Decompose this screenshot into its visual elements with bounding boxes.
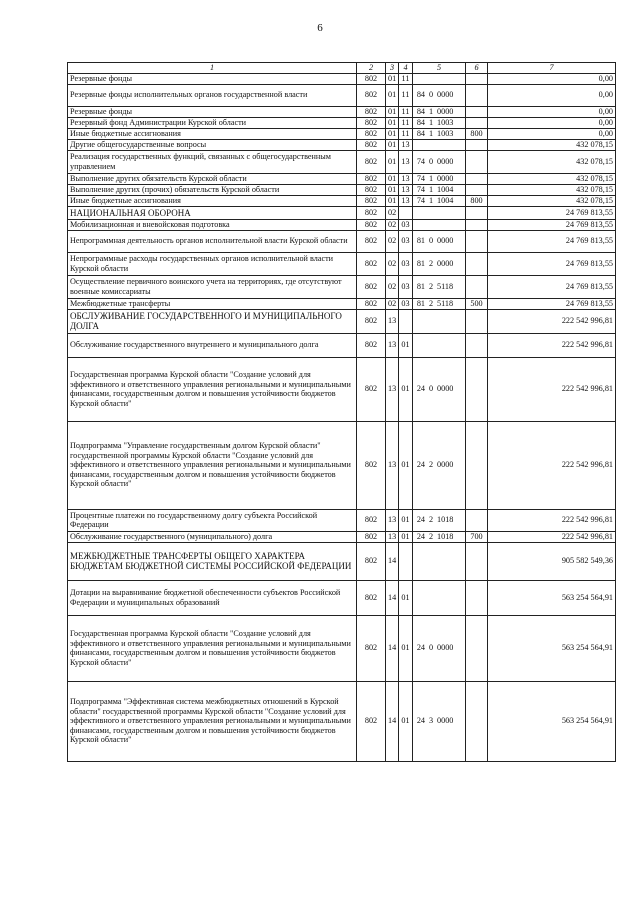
- row-section: 01: [386, 106, 399, 117]
- row-admin-code: 802: [357, 139, 386, 150]
- row-name: Резервный фонд Администрации Курской области: [68, 117, 357, 128]
- table-row: [68, 139, 616, 150]
- row-target-item: [413, 252, 466, 275]
- target-program: 84: [416, 90, 425, 100]
- row-target-item: [413, 509, 466, 531]
- row-subsection: [399, 542, 413, 580]
- row-admin-code: 802: [357, 150, 386, 173]
- row-section: 01: [386, 173, 399, 184]
- table-row: [68, 150, 616, 173]
- table-row: [68, 106, 616, 117]
- row-expense-type: [466, 230, 488, 252]
- row-section: 13: [386, 357, 399, 421]
- row-expense-type: [466, 84, 488, 106]
- target-subprogram: 3: [428, 716, 434, 726]
- row-admin-code: 802: [357, 128, 386, 139]
- header-col-5: 5: [413, 63, 466, 74]
- header-col-1: 1: [68, 63, 357, 74]
- table-row: [68, 309, 616, 333]
- table-row: [68, 84, 616, 106]
- table-header-row: [68, 63, 616, 74]
- row-target-item: [413, 84, 466, 106]
- row-amount: 563 254 564,91: [488, 580, 616, 615]
- row-admin-code: 802: [357, 509, 386, 531]
- table-row: [68, 580, 616, 615]
- table-row: [68, 509, 616, 531]
- row-subsection: 11: [399, 84, 413, 106]
- target-subprogram: 0: [428, 156, 434, 166]
- row-subsection: 01: [399, 615, 413, 681]
- row-amount: 24 769 813,55: [488, 275, 616, 298]
- row-admin-code: 802: [357, 333, 386, 357]
- row-target-item: [413, 195, 466, 206]
- target-program: 81: [416, 258, 425, 268]
- row-admin-code: 802: [357, 275, 386, 298]
- row-target-item: [413, 275, 466, 298]
- row-expense-type: [466, 309, 488, 333]
- row-expense-type: [466, 275, 488, 298]
- row-name: Иные бюджетные ассигнования: [68, 195, 357, 206]
- row-amount: 222 542 996,81: [488, 309, 616, 333]
- row-target-item: [413, 106, 466, 117]
- row-amount: 24 769 813,55: [488, 230, 616, 252]
- row-amount: 24 769 813,55: [488, 206, 616, 219]
- row-subsection: 03: [399, 230, 413, 252]
- target-direction: 5118: [437, 298, 454, 308]
- row-amount: 222 542 996,81: [488, 509, 616, 531]
- row-expense-type: [466, 117, 488, 128]
- row-name: Государственная программа Курской области "Создание условий для эффективного и ответственного управления региональными и муниципальными финансами, государственным долгом и повышения устойчивости бюджетов Курской области": [68, 615, 357, 681]
- table-row: [68, 421, 616, 509]
- row-expense-type: [466, 542, 488, 580]
- row-expense-type: 800: [466, 128, 488, 139]
- row-amount: 0,00: [488, 128, 616, 139]
- row-target-item: [413, 615, 466, 681]
- row-amount: 222 542 996,81: [488, 421, 616, 509]
- row-section: 01: [386, 117, 399, 128]
- table-row: [68, 173, 616, 184]
- row-section: 01: [386, 73, 399, 84]
- row-admin-code: 802: [357, 84, 386, 106]
- row-subsection: [399, 206, 413, 219]
- row-name: МЕЖБЮДЖЕТНЫЕ ТРАНСФЕРТЫ ОБЩЕГО ХАРАКТЕРА БЮДЖЕТАМ БЮДЖЕТНОЙ СИСТЕМЫ РОССИЙСКОЙ ФЕДЕРАЦИИ: [68, 542, 357, 580]
- table-row: [68, 230, 616, 252]
- row-amount: 222 542 996,81: [488, 531, 616, 542]
- row-amount: 563 254 564,91: [488, 681, 616, 761]
- table-row: [68, 252, 616, 275]
- row-admin-code: 802: [357, 252, 386, 275]
- row-target-item: [413, 219, 466, 230]
- target-direction: 0000: [437, 384, 454, 394]
- row-expense-type: [466, 333, 488, 357]
- header-col-7: 7: [488, 63, 616, 74]
- row-subsection: 11: [399, 117, 413, 128]
- row-target-item: [413, 309, 466, 333]
- table-row: [68, 117, 616, 128]
- row-section: 02: [386, 230, 399, 252]
- row-amount: 0,00: [488, 84, 616, 106]
- table-row: [68, 275, 616, 298]
- target-subprogram: 1: [428, 117, 434, 127]
- row-expense-type: [466, 206, 488, 219]
- target-program: 24: [416, 384, 425, 394]
- row-subsection: 13: [399, 184, 413, 195]
- table-row: [68, 128, 616, 139]
- target-direction: 0000: [437, 173, 454, 183]
- row-subsection: 13: [399, 195, 413, 206]
- row-admin-code: 802: [357, 421, 386, 509]
- row-name: Выполнение других (прочих) обязательств Курской области: [68, 184, 357, 195]
- row-target-item: [413, 173, 466, 184]
- row-section: 01: [386, 84, 399, 106]
- row-admin-code: 802: [357, 106, 386, 117]
- row-name: Процентные платежи по государственному долгу субъекта Российской Федерации: [68, 509, 357, 531]
- row-name: Выполнение других обязательств Курской области: [68, 173, 357, 184]
- row-subsection: 01: [399, 333, 413, 357]
- row-target-item: [413, 357, 466, 421]
- row-section: 01: [386, 150, 399, 173]
- row-expense-type: [466, 357, 488, 421]
- row-section: 02: [386, 252, 399, 275]
- row-target-item: [413, 73, 466, 84]
- target-program: 24: [416, 643, 425, 653]
- row-name: НАЦИОНАЛЬНАЯ ОБОРОНА: [68, 206, 357, 219]
- row-subsection: 13: [399, 150, 413, 173]
- target-subprogram: 0: [428, 236, 434, 246]
- row-name: Межбюджетные трансферты: [68, 298, 357, 309]
- table-row: [68, 357, 616, 421]
- row-name: Другие общегосударственные вопросы: [68, 139, 357, 150]
- row-expense-type: [466, 681, 488, 761]
- row-section: 01: [386, 139, 399, 150]
- row-section: 14: [386, 580, 399, 615]
- table-row: [68, 206, 616, 219]
- target-direction: 0000: [437, 258, 454, 268]
- row-target-item: [413, 206, 466, 219]
- table-row: [68, 219, 616, 230]
- target-direction: 1003: [437, 117, 454, 127]
- row-target-item: [413, 681, 466, 761]
- row-expense-type: [466, 106, 488, 117]
- target-subprogram: 0: [428, 90, 434, 100]
- target-program: 24: [416, 515, 425, 525]
- table-row: [68, 531, 616, 542]
- row-amount: 432 078,15: [488, 184, 616, 195]
- row-section: 13: [386, 531, 399, 542]
- row-section: 13: [386, 509, 399, 531]
- row-name: Реализация государственных функций, связанных с общегосударственным управлением: [68, 150, 357, 173]
- target-program: 81: [416, 281, 425, 291]
- row-name: Осуществление первичного воинского учета на территориях, где отсутствуют военные комиссариаты: [68, 275, 357, 298]
- target-program: 81: [416, 236, 425, 246]
- budget-table: [67, 62, 616, 762]
- target-program: 74: [416, 156, 425, 166]
- row-amount: 222 542 996,81: [488, 333, 616, 357]
- row-target-item: [413, 298, 466, 309]
- row-expense-type: [466, 580, 488, 615]
- row-expense-type: 500: [466, 298, 488, 309]
- target-direction: 1018: [437, 515, 454, 525]
- row-admin-code: 802: [357, 73, 386, 84]
- row-subsection: 03: [399, 219, 413, 230]
- row-admin-code: 802: [357, 230, 386, 252]
- row-expense-type: [466, 73, 488, 84]
- row-section: 13: [386, 421, 399, 509]
- row-name: ОБСЛУЖИВАНИЕ ГОСУДАРСТВЕННОГО И МУНИЦИПАЛЬНОГО ДОЛГА: [68, 309, 357, 333]
- row-target-item: [413, 230, 466, 252]
- row-amount: 432 078,15: [488, 195, 616, 206]
- target-direction: 1004: [437, 184, 454, 194]
- row-admin-code: 802: [357, 195, 386, 206]
- row-subsection: 03: [399, 275, 413, 298]
- row-section: 02: [386, 206, 399, 219]
- row-target-item: [413, 150, 466, 173]
- target-subprogram: 1: [428, 128, 434, 138]
- row-name: Иные бюджетные ассигнования: [68, 128, 357, 139]
- row-admin-code: 802: [357, 615, 386, 681]
- row-amount: 222 542 996,81: [488, 357, 616, 421]
- row-admin-code: 802: [357, 173, 386, 184]
- table-row: [68, 615, 616, 681]
- row-subsection: 03: [399, 298, 413, 309]
- table-row: [68, 333, 616, 357]
- row-amount: 432 078,15: [488, 173, 616, 184]
- row-subsection: 01: [399, 421, 413, 509]
- row-amount: 24 769 813,55: [488, 298, 616, 309]
- row-admin-code: 802: [357, 219, 386, 230]
- row-subsection: 01: [399, 580, 413, 615]
- row-subsection: 01: [399, 681, 413, 761]
- row-section: 01: [386, 195, 399, 206]
- row-expense-type: [466, 509, 488, 531]
- row-subsection: 03: [399, 252, 413, 275]
- row-target-item: [413, 184, 466, 195]
- row-amount: 24 769 813,55: [488, 252, 616, 275]
- row-name: Обслуживание государственного (муниципального) долга: [68, 531, 357, 542]
- row-admin-code: 802: [357, 542, 386, 580]
- target-subprogram: 1: [428, 106, 434, 116]
- row-expense-type: [466, 139, 488, 150]
- row-subsection: [399, 309, 413, 333]
- row-name: Резервные фонды: [68, 106, 357, 117]
- target-direction: 0000: [437, 460, 454, 470]
- row-admin-code: 802: [357, 531, 386, 542]
- target-program: 74: [416, 195, 425, 205]
- row-name: Резервные фонды: [68, 73, 357, 84]
- row-target-item: [413, 117, 466, 128]
- row-subsection: 01: [399, 531, 413, 542]
- row-target-item: [413, 128, 466, 139]
- table-row: [68, 195, 616, 206]
- row-name: Подпрограмма "Эффективная система межбюджетных отношений в Курской области" государственной программы Курской области "Создание условий для эффективного и ответственного управления региональными и муниципальными финансами, государственным долгом и повышения устойчивости бюджетов Курской области": [68, 681, 357, 761]
- row-expense-type: [466, 150, 488, 173]
- row-target-item: [413, 531, 466, 542]
- row-name: Обслуживание государственного внутреннего и муниципального долга: [68, 333, 357, 357]
- row-admin-code: 802: [357, 681, 386, 761]
- target-program: 74: [416, 184, 425, 194]
- row-name: Резервные фонды исполнительных органов государственной власти: [68, 84, 357, 106]
- table-body: [68, 73, 616, 761]
- row-name: Государственная программа Курской области "Создание условий для эффективного и ответственного управления региональными и муниципальными финансами, государственным долгом и повышения устойчивости бюджетов Курской области": [68, 357, 357, 421]
- row-section: 01: [386, 128, 399, 139]
- row-amount: 432 078,15: [488, 150, 616, 173]
- row-section: 14: [386, 681, 399, 761]
- target-subprogram: 2: [428, 531, 434, 541]
- target-subprogram: 2: [428, 281, 434, 291]
- target-subprogram: 2: [428, 298, 434, 308]
- row-target-item: [413, 139, 466, 150]
- row-expense-type: [466, 615, 488, 681]
- header-col-4: 4: [399, 63, 413, 74]
- target-direction: 0000: [437, 90, 454, 100]
- target-program: 84: [416, 106, 425, 116]
- row-section: 14: [386, 542, 399, 580]
- row-name: Мобилизационная и вневойсковая подготовка: [68, 219, 357, 230]
- row-expense-type: [466, 184, 488, 195]
- row-section: 13: [386, 309, 399, 333]
- target-direction: 0000: [437, 716, 454, 726]
- target-subprogram: 2: [428, 515, 434, 525]
- row-section: 02: [386, 275, 399, 298]
- table-row: [68, 298, 616, 309]
- row-admin-code: 802: [357, 206, 386, 219]
- row-amount: 905 582 549,36: [488, 542, 616, 580]
- target-program: 84: [416, 128, 425, 138]
- target-program: 74: [416, 173, 425, 183]
- target-direction: 5118: [437, 281, 454, 291]
- row-admin-code: 802: [357, 184, 386, 195]
- row-amount: 432 078,15: [488, 139, 616, 150]
- row-expense-type: [466, 219, 488, 230]
- row-subsection: 11: [399, 128, 413, 139]
- table-row: [68, 681, 616, 761]
- table-row: [68, 542, 616, 580]
- target-direction: 1018: [437, 531, 454, 541]
- header-col-2: 2: [357, 63, 386, 74]
- target-direction: 0000: [437, 106, 454, 116]
- target-subprogram: 2: [428, 460, 434, 470]
- row-target-item: [413, 421, 466, 509]
- row-name: Дотации на выравнивание бюджетной обеспеченности субъектов Российской Федерации и муниципальных образований: [68, 580, 357, 615]
- row-subsection: 01: [399, 509, 413, 531]
- row-admin-code: 802: [357, 357, 386, 421]
- target-direction: 0000: [437, 156, 454, 166]
- row-section: 01: [386, 184, 399, 195]
- row-expense-type: 700: [466, 531, 488, 542]
- row-name: Непрограммная деятельность органов исполнительной власти Курской области: [68, 230, 357, 252]
- row-subsection: 01: [399, 357, 413, 421]
- row-subsection: 13: [399, 139, 413, 150]
- row-admin-code: 802: [357, 309, 386, 333]
- target-program: 24: [416, 460, 425, 470]
- page-number: 6: [317, 22, 323, 34]
- row-amount: 0,00: [488, 106, 616, 117]
- target-subprogram: 0: [428, 384, 434, 394]
- row-amount: 563 254 564,91: [488, 615, 616, 681]
- row-section: 14: [386, 615, 399, 681]
- target-subprogram: 0: [428, 643, 434, 653]
- row-subsection: 11: [399, 106, 413, 117]
- row-expense-type: [466, 173, 488, 184]
- row-target-item: [413, 333, 466, 357]
- row-admin-code: 802: [357, 117, 386, 128]
- target-subprogram: 1: [428, 173, 434, 183]
- row-admin-code: 802: [357, 298, 386, 309]
- row-expense-type: 800: [466, 195, 488, 206]
- table-row: [68, 73, 616, 84]
- target-program: 24: [416, 531, 425, 541]
- row-section: 02: [386, 219, 399, 230]
- row-expense-type: [466, 421, 488, 509]
- row-section: 02: [386, 298, 399, 309]
- target-program: 84: [416, 117, 425, 127]
- row-amount: 0,00: [488, 117, 616, 128]
- header-col-6: 6: [466, 63, 488, 74]
- row-name: Непрограммные расходы государственных органов исполнительной власти Курской области: [68, 252, 357, 275]
- target-direction: 1003: [437, 128, 454, 138]
- target-direction: 0000: [437, 236, 454, 246]
- row-expense-type: [466, 252, 488, 275]
- row-subsection: 13: [399, 173, 413, 184]
- row-amount: 24 769 813,55: [488, 219, 616, 230]
- row-target-item: [413, 580, 466, 615]
- target-subprogram: 2: [428, 258, 434, 268]
- target-subprogram: 1: [428, 184, 434, 194]
- header-col-3: 3: [386, 63, 399, 74]
- row-section: 13: [386, 333, 399, 357]
- target-program: 24: [416, 716, 425, 726]
- target-direction: 1004: [437, 195, 454, 205]
- table-row: [68, 184, 616, 195]
- row-target-item: [413, 542, 466, 580]
- row-admin-code: 802: [357, 580, 386, 615]
- row-name: Подпрограмма "Управление государственным долгом Курской области" государственной программы Курской области "Создание условий для эффективного и ответственного управления региональными и муниципальными финансами, государственным долгом и повышения устойчивости бюджетов Курской области": [68, 421, 357, 509]
- target-program: 81: [416, 298, 425, 308]
- row-amount: 0,00: [488, 73, 616, 84]
- row-subsection: 11: [399, 73, 413, 84]
- target-direction: 0000: [437, 643, 454, 653]
- target-subprogram: 1: [428, 195, 434, 205]
